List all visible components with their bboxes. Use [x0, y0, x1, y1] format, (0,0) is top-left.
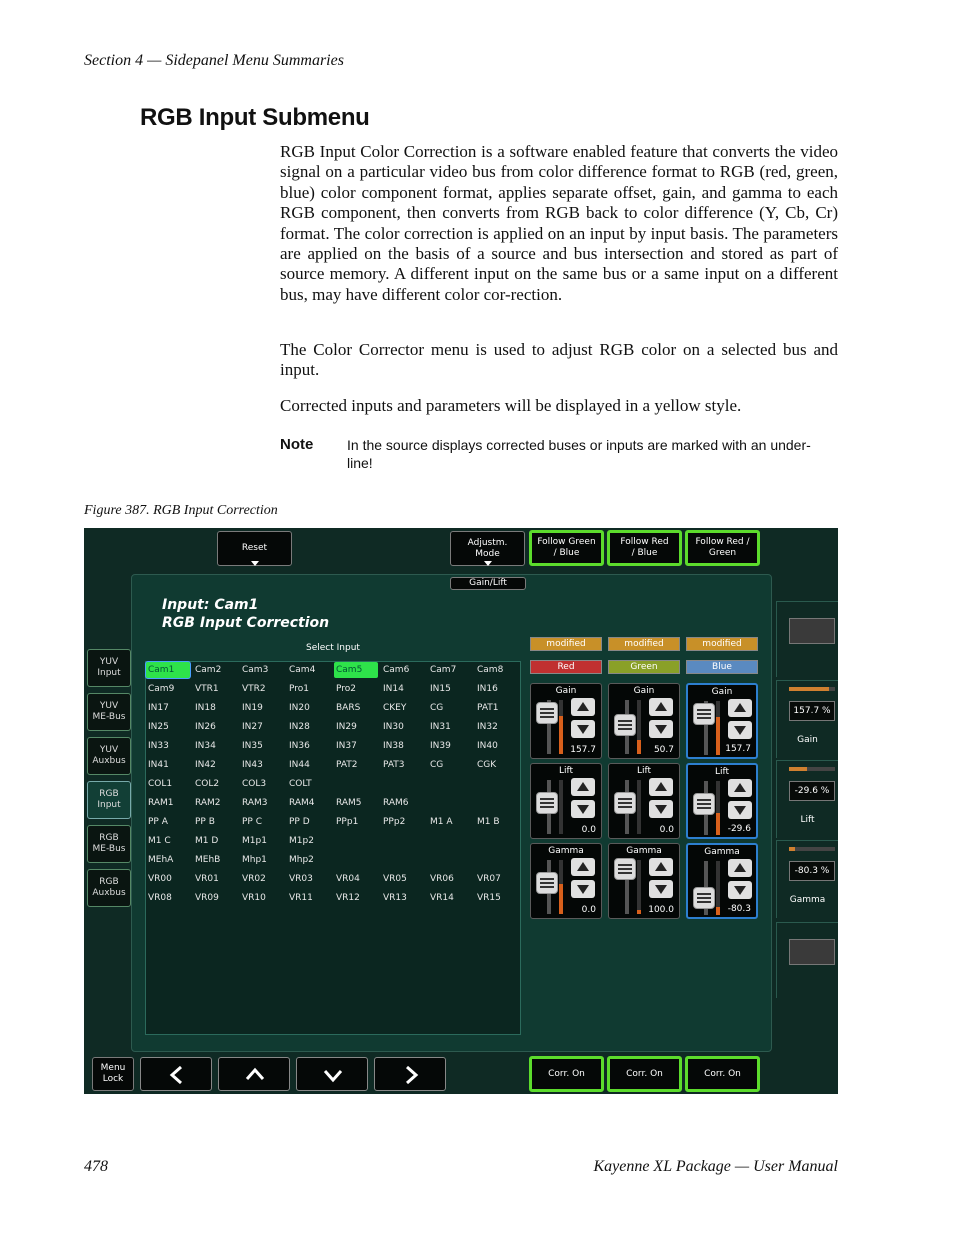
reset-label: Reset — [241, 543, 268, 553]
input-cell[interactable]: VR00 — [148, 874, 172, 884]
slider-handle[interactable] — [614, 858, 636, 880]
input-cell[interactable]: M1 B — [477, 817, 500, 827]
follow-red-green-button[interactable] — [685, 530, 760, 566]
right-param-cell — [776, 760, 838, 838]
control-value: 50.7 — [653, 745, 674, 755]
color-channel-label: Red — [530, 660, 602, 674]
input-cell[interactable]: Cam8 — [477, 665, 504, 675]
input-cell[interactable]: PAT2 — [336, 760, 358, 770]
gamma-control[interactable] — [608, 843, 680, 919]
paragraph-2: The Color Corrector menu is used to adjust RGB color on a selected bus and input. — [280, 340, 838, 380]
input-cell[interactable]: PP C — [242, 817, 262, 827]
note-text: In the source displays corrected buses or inputs are marked with an under-line! — [347, 437, 811, 471]
input-cell[interactable]: Cam4 — [289, 665, 316, 675]
lift-control[interactable] — [530, 763, 602, 839]
input-cell[interactable]: IN31 — [430, 722, 451, 732]
input-cell[interactable]: COL2 — [195, 779, 220, 789]
sidebar-tab[interactable] — [87, 693, 131, 731]
control-label: Gain — [633, 686, 655, 696]
input-cell[interactable]: RAM2 — [195, 798, 221, 808]
input-cell[interactable]: VR15 — [477, 893, 501, 903]
param-value-field[interactable]: -29.6 % — [789, 781, 835, 801]
input-cell — [334, 776, 378, 792]
control-value: 0.0 — [581, 905, 596, 915]
input-cell[interactable]: PPp1 — [336, 817, 359, 827]
figure-caption: Figure 387. RGB Input Correction — [84, 503, 278, 518]
input-cell[interactable]: MEhA — [148, 855, 174, 865]
input-cell[interactable]: VR03 — [289, 874, 313, 884]
input-cell[interactable]: M1 D — [195, 836, 219, 846]
input-cell[interactable]: VR10 — [242, 893, 266, 903]
input-cell[interactable]: Mhp1 — [242, 855, 267, 865]
corr-on-red-button[interactable] — [529, 1056, 604, 1092]
input-cell[interactable]: M1 C — [148, 836, 171, 846]
input-cell[interactable]: Cam9 — [148, 684, 175, 694]
paragraph-3: Corrected inputs and parameters will be displayed in a yellow style. — [280, 396, 742, 415]
increment-arrow-icon[interactable] — [649, 858, 673, 876]
input-cell[interactable]: IN36 — [289, 741, 310, 751]
follow-green-blue-button[interactable] — [529, 530, 604, 566]
corr-on-green-button[interactable] — [607, 1056, 682, 1092]
chevron-right-icon — [401, 1065, 421, 1085]
sidebar-tab-label: RGB ME-Bus — [92, 833, 126, 854]
input-cell[interactable]: IN43 — [242, 760, 263, 770]
input-cell[interactable]: IN26 — [195, 722, 216, 732]
gain-lift-tab[interactable] — [450, 577, 526, 590]
input-cell[interactable]: Cam2 — [195, 665, 222, 675]
input-cell[interactable]: VR04 — [336, 874, 360, 884]
input-cell[interactable]: IN38 — [383, 741, 404, 751]
right-bottom-button[interactable] — [789, 939, 835, 965]
control-value: -80.3 — [727, 904, 751, 914]
level-bar — [716, 701, 720, 755]
color-channel-label: Green — [608, 660, 680, 674]
input-cell[interactable]: VR01 — [195, 874, 219, 884]
gain-control[interactable] — [686, 683, 758, 759]
sidebar-tab[interactable] — [87, 737, 131, 775]
gamma-control[interactable] — [530, 843, 602, 919]
input-cell[interactable]: RAM5 — [336, 798, 362, 808]
input-cell[interactable]: VR02 — [242, 874, 266, 884]
control-label: Lift — [558, 766, 574, 776]
level-bar — [559, 780, 563, 834]
input-cell[interactable]: IN32 — [477, 722, 498, 732]
chevron-up-icon — [245, 1065, 265, 1085]
input-cell[interactable]: PP B — [195, 817, 215, 827]
nav-down-button[interactable] — [296, 1057, 368, 1091]
sidebar-tab-label: YUV ME-Bus — [92, 701, 126, 722]
increment-arrow-icon[interactable] — [728, 699, 752, 717]
increment-arrow-icon[interactable] — [571, 698, 595, 716]
adjust-mode-button[interactable] — [450, 531, 525, 566]
param-label: Gain — [797, 735, 818, 745]
decrement-arrow-icon[interactable] — [571, 800, 595, 818]
param-level-bar — [789, 687, 835, 691]
slider-handle[interactable] — [693, 703, 715, 725]
input-cell[interactable]: M1p2 — [289, 836, 314, 846]
lift-control[interactable] — [608, 763, 680, 839]
input-cell — [428, 776, 472, 792]
control-value: 0.0 — [659, 825, 674, 835]
follow-red-green-label: Follow Red / Green — [695, 537, 750, 558]
control-label: Lift — [636, 766, 652, 776]
input-cell[interactable]: PP A — [148, 817, 168, 827]
select-input-label: Select Input — [306, 643, 360, 653]
input-cell — [381, 776, 425, 792]
input-cell[interactable]: BARS — [336, 703, 361, 713]
sidebar-tab-label: RGB Input — [97, 789, 121, 810]
input-cell[interactable]: IN16 — [477, 684, 498, 694]
follow-green-blue-label: Follow Green / Blue — [537, 537, 596, 558]
input-cell — [381, 833, 425, 849]
slider-handle[interactable] — [536, 702, 558, 724]
nav-up-button[interactable] — [218, 1057, 290, 1091]
control-label: Gain — [555, 686, 577, 696]
note-label: Note — [280, 436, 314, 453]
slider-handle[interactable] — [614, 714, 636, 736]
panel-subtitle: RGB Input Correction — [162, 615, 330, 631]
input-cell[interactable]: VR06 — [430, 874, 454, 884]
input-cell[interactable]: IN20 — [289, 703, 310, 713]
right-param-cell — [776, 680, 838, 758]
input-cell[interactable]: VTR1 — [195, 684, 219, 694]
main-panel — [131, 574, 772, 1052]
input-cell[interactable]: RAM6 — [383, 798, 409, 808]
slider-handle[interactable] — [536, 792, 558, 814]
color-channel-label: Blue — [686, 660, 758, 674]
input-grid — [145, 661, 521, 1035]
increment-arrow-icon[interactable] — [571, 858, 595, 876]
control-label: Gamma — [704, 847, 740, 857]
input-cell[interactable]: Mhp2 — [289, 855, 314, 865]
input-cell — [475, 795, 519, 811]
control-label: Lift — [714, 767, 730, 777]
control-value: 100.0 — [648, 905, 674, 915]
adjust-mode-label: Adjustm. Mode — [467, 537, 508, 559]
section-header: Section 4 — Sidepanel Menu Summaries — [84, 52, 344, 69]
slider-handle[interactable] — [536, 872, 558, 894]
input-cell — [475, 833, 519, 849]
sidebar-tab[interactable] — [87, 825, 131, 863]
level-bar — [559, 860, 563, 914]
increment-arrow-icon[interactable] — [728, 859, 752, 877]
input-cell[interactable]: CG — [430, 703, 444, 713]
input-cell[interactable]: VR07 — [477, 874, 501, 884]
footer-title: Kayenne XL Package — User Manual — [593, 1158, 838, 1175]
input-cell — [475, 852, 519, 868]
sidebar-tab-label: YUV Auxbus — [92, 745, 126, 766]
input-cell[interactable]: PAT1 — [477, 703, 499, 713]
page-number: 478 — [84, 1158, 108, 1175]
right-param-cell — [776, 840, 838, 918]
level-bar — [637, 780, 641, 834]
input-cell — [428, 833, 472, 849]
decrement-arrow-icon[interactable] — [728, 881, 752, 899]
input-cell[interactable]: VR09 — [195, 893, 219, 903]
decrement-arrow-icon[interactable] — [649, 720, 673, 738]
slider-handle[interactable] — [693, 793, 715, 815]
slider-handle[interactable] — [614, 792, 636, 814]
sidebar-tab-label: RGB Auxbus — [92, 877, 126, 898]
decrement-arrow-icon[interactable] — [571, 720, 595, 738]
input-cell[interactable]: VR05 — [383, 874, 407, 884]
gain-lift-label: Gain/Lift — [469, 578, 507, 588]
param-label: Lift — [800, 815, 815, 825]
lift-control[interactable] — [686, 763, 758, 839]
decrement-arrow-icon[interactable] — [649, 880, 673, 898]
input-cell[interactable]: IN37 — [336, 741, 357, 751]
input-cell[interactable]: COL3 — [242, 779, 267, 789]
input-cell[interactable]: PAT3 — [383, 760, 405, 770]
input-cell[interactable]: Cam3 — [242, 665, 269, 675]
increment-arrow-icon[interactable] — [728, 779, 752, 797]
input-cell[interactable]: M1 A — [430, 817, 453, 827]
sidebar-tab-label: YUV Input — [97, 657, 121, 678]
input-cell — [381, 852, 425, 868]
input-cell[interactable]: Cam5 — [334, 662, 378, 678]
input-cell[interactable]: CGK — [477, 760, 497, 770]
input-cell[interactable]: MEhB — [195, 855, 221, 865]
gamma-control[interactable] — [686, 843, 758, 919]
level-bar — [716, 781, 720, 835]
nav-right-button[interactable] — [374, 1057, 446, 1091]
corr-on-label: Corr. On — [626, 1068, 663, 1079]
input-cell[interactable]: CKEY — [383, 703, 407, 713]
control-value: 157.7 — [570, 745, 596, 755]
sidebar-tab[interactable] — [87, 781, 131, 819]
input-cell[interactable]: Cam6 — [383, 665, 410, 675]
corr-on-blue-button[interactable] — [685, 1056, 760, 1092]
input-cell[interactable]: Cam1 — [146, 662, 190, 678]
input-cell[interactable]: IN34 — [195, 741, 216, 751]
corr-on-label: Corr. On — [704, 1068, 741, 1079]
input-cell[interactable]: VR12 — [336, 893, 360, 903]
panel-title: Input: Cam1 — [162, 597, 259, 613]
page-title: RGB Input Submenu — [140, 104, 370, 131]
reset-button[interactable] — [217, 531, 292, 566]
input-cell[interactable]: RAM1 — [148, 798, 174, 808]
input-cell[interactable]: M1p1 — [242, 836, 267, 846]
input-cell[interactable]: IN40 — [477, 741, 498, 751]
right-top-button[interactable] — [789, 618, 835, 644]
right-empty-bottom — [776, 922, 838, 998]
increment-arrow-icon[interactable] — [649, 698, 673, 716]
input-cell[interactable]: VR08 — [148, 893, 172, 903]
increment-arrow-icon[interactable] — [649, 778, 673, 796]
control-value: -29.6 — [727, 824, 751, 834]
slider-handle[interactable] — [693, 887, 715, 909]
input-cell[interactable]: IN30 — [383, 722, 404, 732]
input-cell[interactable]: VR11 — [289, 893, 313, 903]
corr-on-label: Corr. On — [548, 1068, 585, 1079]
input-cell[interactable]: IN25 — [148, 722, 169, 732]
follow-red-blue-label: Follow Red / Blue — [620, 537, 669, 558]
input-cell[interactable]: VR13 — [383, 893, 407, 903]
level-bar — [716, 861, 720, 915]
control-label: Gamma — [626, 846, 662, 856]
input-cell[interactable]: VTR2 — [242, 684, 266, 694]
input-cell — [334, 852, 378, 868]
gain-control[interactable] — [530, 683, 602, 759]
increment-arrow-icon[interactable] — [571, 778, 595, 796]
input-cell[interactable]: IN33 — [148, 741, 169, 751]
input-cell — [475, 776, 519, 792]
nav-left-button[interactable] — [140, 1057, 212, 1091]
menu-lock-label: Menu Lock — [100, 1063, 126, 1084]
input-cell — [428, 795, 472, 811]
control-value: 0.0 — [581, 825, 596, 835]
decrement-arrow-icon[interactable] — [728, 721, 752, 739]
input-cell[interactable]: CG — [430, 760, 444, 770]
modified-badge: modified — [686, 637, 758, 651]
input-cell[interactable]: IN27 — [242, 722, 263, 732]
input-cell[interactable]: IN17 — [148, 703, 169, 713]
modified-badge: modified — [608, 637, 680, 651]
decrement-arrow-icon[interactable] — [649, 800, 673, 818]
param-level-bar — [789, 767, 835, 771]
input-cell[interactable]: Pro2 — [336, 684, 357, 694]
param-value-field[interactable]: -80.3 % — [789, 861, 835, 881]
chevron-down-icon — [484, 561, 492, 566]
level-bar — [637, 860, 641, 914]
param-value-field[interactable]: 157.7 % — [789, 701, 835, 721]
input-cell[interactable]: COLT — [289, 779, 312, 789]
gain-control[interactable] — [608, 683, 680, 759]
sidebar-tab[interactable] — [87, 869, 131, 907]
input-cell[interactable]: RAM3 — [242, 798, 268, 808]
right-empty-top — [776, 601, 838, 677]
input-cell[interactable]: Pro1 — [289, 684, 310, 694]
chevron-down-icon — [323, 1065, 343, 1085]
chevron-down-icon — [251, 561, 259, 566]
input-cell[interactable]: COL1 — [148, 779, 173, 789]
control-value: 157.7 — [725, 744, 751, 754]
input-cell[interactable]: IN42 — [195, 760, 216, 770]
input-cell[interactable]: IN39 — [430, 741, 451, 751]
input-cell[interactable]: IN41 — [148, 760, 169, 770]
input-cell[interactable]: IN19 — [242, 703, 263, 713]
menu-lock-button[interactable] — [92, 1057, 134, 1091]
input-cell — [334, 833, 378, 849]
input-cell[interactable]: IN28 — [289, 722, 310, 732]
rgb-input-correction-screenshot — [84, 528, 838, 1094]
input-cell[interactable]: RAM4 — [289, 798, 315, 808]
input-cell[interactable]: IN35 — [242, 741, 263, 751]
level-bar — [559, 700, 563, 754]
input-cell[interactable]: IN14 — [383, 684, 404, 694]
control-label: Gamma — [548, 846, 584, 856]
input-cell[interactable]: IN18 — [195, 703, 216, 713]
input-cell[interactable]: VR14 — [430, 893, 454, 903]
input-cell[interactable]: Cam7 — [430, 665, 457, 675]
param-level-bar — [789, 847, 835, 851]
decrement-arrow-icon[interactable] — [571, 880, 595, 898]
control-label: Gain — [711, 687, 733, 697]
input-cell[interactable]: IN15 — [430, 684, 451, 694]
paragraph-1: RGB Input Color Correction is a software enabled feature that converts the video signal on a particular video bus from color difference format to RGB (red, green, blue) color component format, applies separate offset, gain, and gamma to each RGB component, then converts from RGB back to color difference (Y, Cb, Cr) format. The color correction is applied on an input by input basis. The parameters are applied on the basis of a source and bus intersection and stored as part of source memory. A different input on the same bus or a same input on a different bus, may have different color cor-rection. — [280, 142, 838, 304]
decrement-arrow-icon[interactable] — [728, 801, 752, 819]
input-cell[interactable]: IN29 — [336, 722, 357, 732]
input-cell[interactable]: PP D — [289, 817, 310, 827]
input-cell[interactable]: IN44 — [289, 760, 310, 770]
param-label: Gamma — [789, 895, 826, 905]
follow-red-blue-button[interactable] — [607, 530, 682, 566]
sidebar-tab[interactable] — [87, 649, 131, 687]
input-cell — [428, 852, 472, 868]
level-bar — [637, 700, 641, 754]
chevron-left-icon — [167, 1065, 187, 1085]
modified-badge: modified — [530, 637, 602, 651]
input-cell[interactable]: PPp2 — [383, 817, 406, 827]
